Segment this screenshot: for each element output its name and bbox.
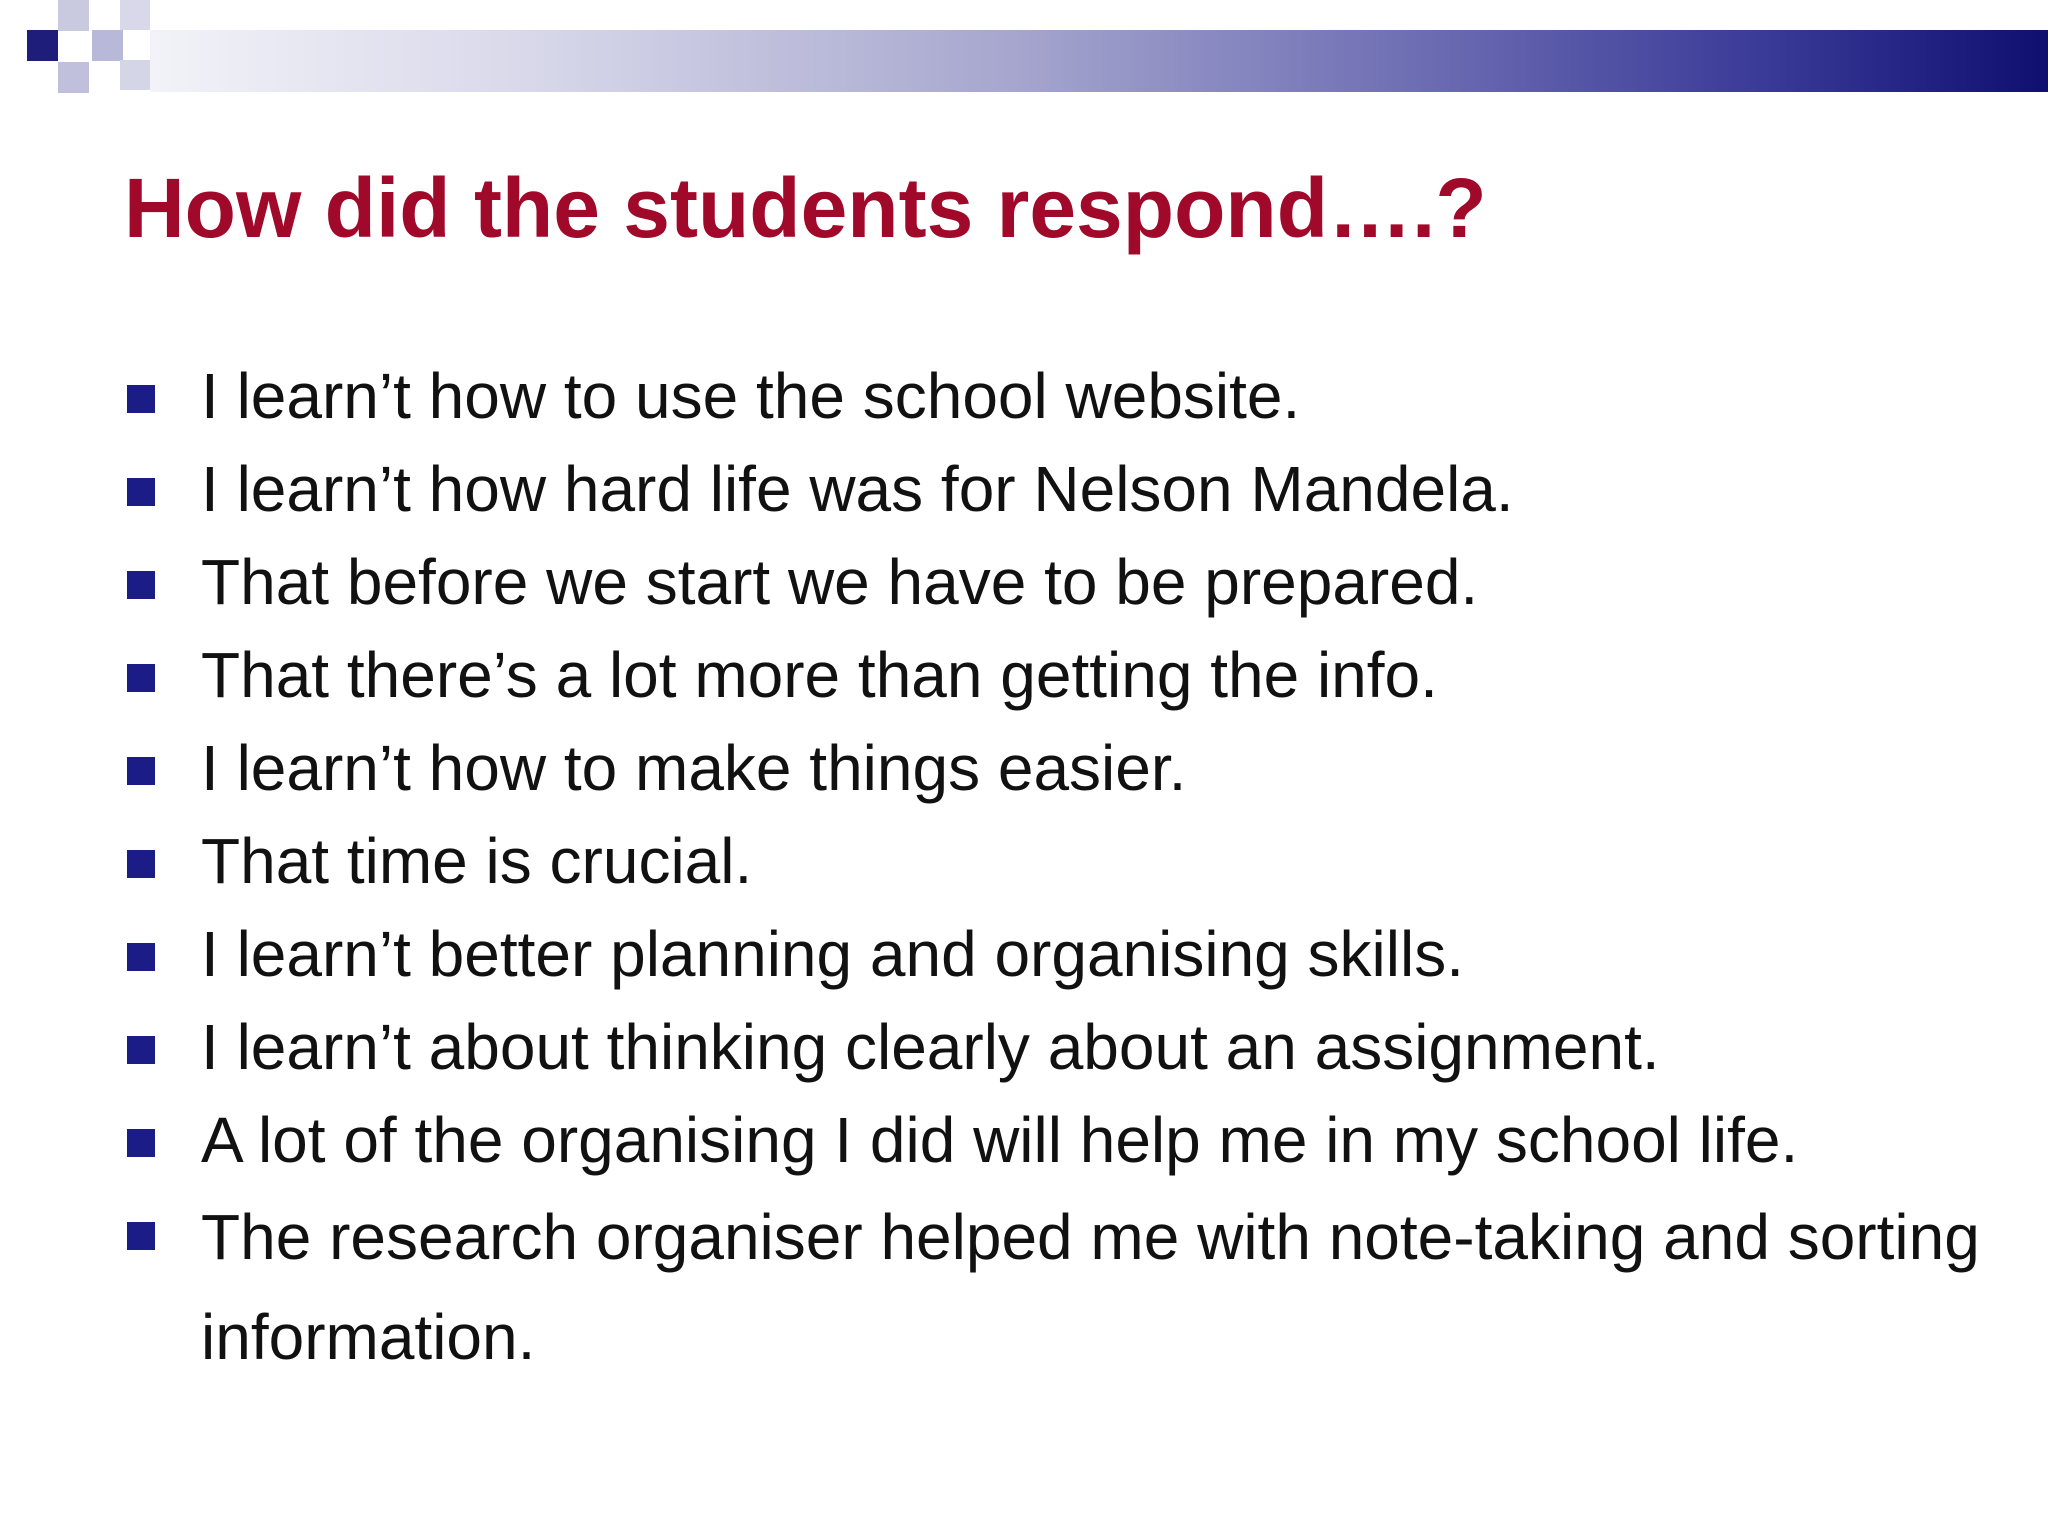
bullet-item	[124, 1001, 2004, 1094]
bullet-item	[124, 536, 2004, 629]
bullet-item	[124, 443, 2004, 536]
square-bullet-icon	[127, 664, 155, 692]
decorative-square	[120, 60, 150, 90]
bullet-item	[124, 350, 2004, 443]
bullet-text: The research organiser helped me with note-taking and sorting information.	[201, 1201, 1980, 1373]
bullet-text: A lot of the organising I did will help me in my school life.	[201, 1104, 1799, 1176]
decorative-square	[58, 62, 89, 93]
corner-square-decoration	[0, 0, 170, 130]
bullet-item	[124, 722, 2004, 815]
slide-title: How did the students respond….?	[124, 161, 1487, 255]
bullet-text: I learn’t how hard life was for Nelson Mandela.	[201, 453, 1514, 525]
bullet-text: I learn’t about thinking clearly about an assignment.	[201, 1011, 1660, 1083]
bullet-text: That there’s a lot more than getting the info.	[201, 639, 1438, 711]
decorative-square	[58, 0, 89, 31]
square-bullet-icon	[127, 571, 155, 599]
bullet-text: I learn’t how to make things easier.	[201, 732, 1187, 804]
header-gradient-bar	[150, 30, 2048, 92]
square-bullet-icon	[127, 1222, 155, 1250]
decorative-square	[92, 30, 123, 61]
bullet-list	[124, 350, 2004, 1387]
bullet-item	[124, 1187, 2004, 1387]
decorative-square	[27, 30, 58, 61]
bullet-text: That time is crucial.	[201, 825, 753, 897]
bullet-item	[124, 815, 2004, 908]
square-bullet-icon	[127, 850, 155, 878]
bullet-item	[124, 1094, 2004, 1187]
square-bullet-icon	[127, 1129, 155, 1157]
square-bullet-icon	[127, 1036, 155, 1064]
square-bullet-icon	[127, 385, 155, 413]
square-bullet-icon	[127, 757, 155, 785]
bullet-text: I learn’t better planning and organising skills.	[201, 918, 1464, 990]
square-bullet-icon	[127, 478, 155, 506]
bullet-text: I learn’t how to use the school website.	[201, 360, 1301, 432]
bullet-text: That before we start we have to be prepared.	[201, 546, 1479, 618]
bullet-item	[124, 908, 2004, 1001]
decorative-square	[120, 0, 150, 30]
bullet-item	[124, 629, 2004, 722]
square-bullet-icon	[127, 943, 155, 971]
